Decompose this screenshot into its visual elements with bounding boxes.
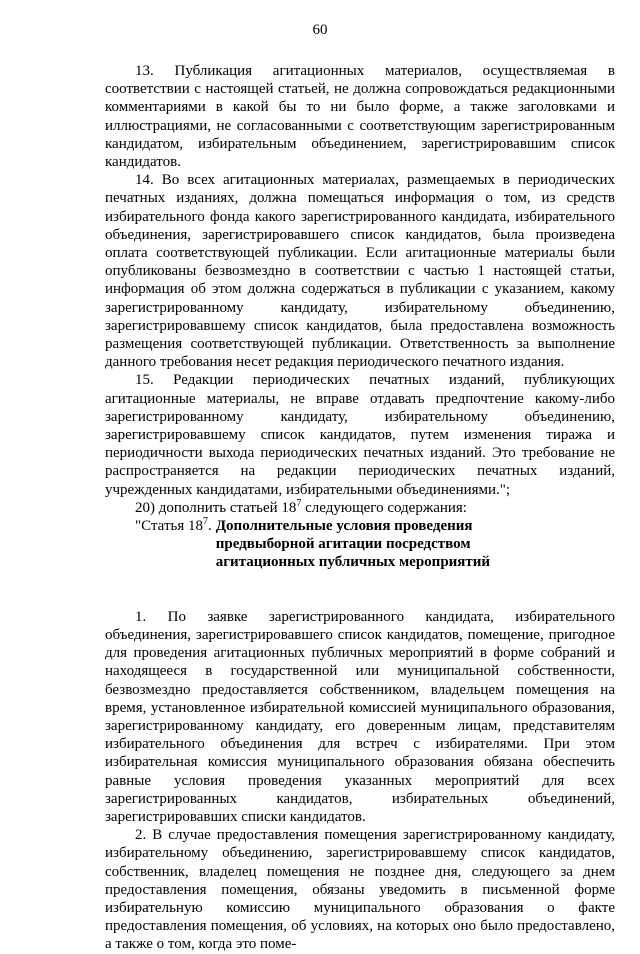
amendment-line-before: 20) дополнить статьей 18 (135, 499, 297, 516)
article-prefix-after: . (207, 518, 212, 535)
article-title (105, 517, 615, 572)
article-title-text: Дополнительные условия проведения предвыборной агитации посредством агитационных публичных мероприятий (215, 518, 491, 571)
page-number: 60 (312, 22, 328, 38)
article-prefix (135, 517, 212, 572)
amendment-line (105, 499, 615, 517)
article-paragraph-1: 1. По заявке зарегистрированного кандидата, избирательного объединения, зарегистрировавшего список кандидатов, помещение, пригодное для проведения агитационных публичных мероприятий в форме собраний и находящееся в государственной или муниципальной собственности, безвозмездно предоставляется собственником, владельцем помещения на время, установленное избирательной комиссией муниципального образования, зарегистрированному кандидату, его доверенным лицам, представителям избирательного объединения для встреч с избирателями. При этом избирательная комиссия муниципального образования обязана обеспечить равные условия проведения указанных мероприятий для всех зарегистрированных кандидатов, избирательных объединений, зарегистрировавших списки кандидатов. (105, 608, 615, 825)
paragraph-13: 13. Публикация агитационных материалов, осуществляемая в соответствии с настоящей статьей, не должна сопровождаться редакционными комментариями в какой бы то ни было форме, а также заголовками и иллюстрациями, не согласованными с соответствующим зарегистрированным кандидатом, избирательным объединением, зарегистрировавшим список кандидатов. (105, 63, 615, 171)
document-body (105, 62, 615, 954)
paragraph-15: 15. Редакции периодических печатных изданий, публикующих агитационные материалы, не вправе отдавать предпочтение какому-либо зарегистрированному кандидату, избирательному объединению, зарегистрировавшему список кандидатов, путем изменения тиража и периодичности выхода периодических печатных изданий. Это требование не распространяется на редакции периодических печатных изданий, учрежденных кандидатами, избирательными объединениями."; (105, 372, 615, 498)
amendment-line-sup: 7 (296, 497, 302, 509)
article-paragraph-2: 2. В случае предоставления помещения зарегистрированному кандидату, избирательному объединению, зарегистрировавшему список кандидатов, собственник, владелец помещения не позднее дня, следующего за днем предоставления помещения, обязаны уведомить в письменной форме избирательную комиссию муниципального образования о факте предоставления помещения, об условиях, на которых оно было предоставлено, а также о том, когда это поме- (105, 827, 615, 953)
paragraph-14: 14. Во всех агитационных материалах, размещаемых в периодических печатных изданиях, должна помещаться информация о том, из средств избирательного фонда какого зарегистрированного кандидата, избирательного объединения, зарегистрировавшего список кандидатов, была произведена оплата соответствующей публикации. Если агитационные материалы были опубликованы безвозмездно в соответствии с частью 1 настоящей статьи, информация об этом должна содержаться в публикации с указанием, какому зарегистрированному кандидату, избирательному объединению, зарегистрировавшему список кандидатов, была предоставлена возможность размещения соответствующей публикации. Ответственность за выполнение данного требования несет редакция периодического печатного издания. (105, 172, 615, 371)
article-prefix-before: "Статья 18 (135, 518, 203, 535)
spacer (105, 572, 615, 608)
article-prefix-sup: 7 (202, 516, 208, 528)
amendment-line-after: следующего содержания: (301, 499, 467, 516)
